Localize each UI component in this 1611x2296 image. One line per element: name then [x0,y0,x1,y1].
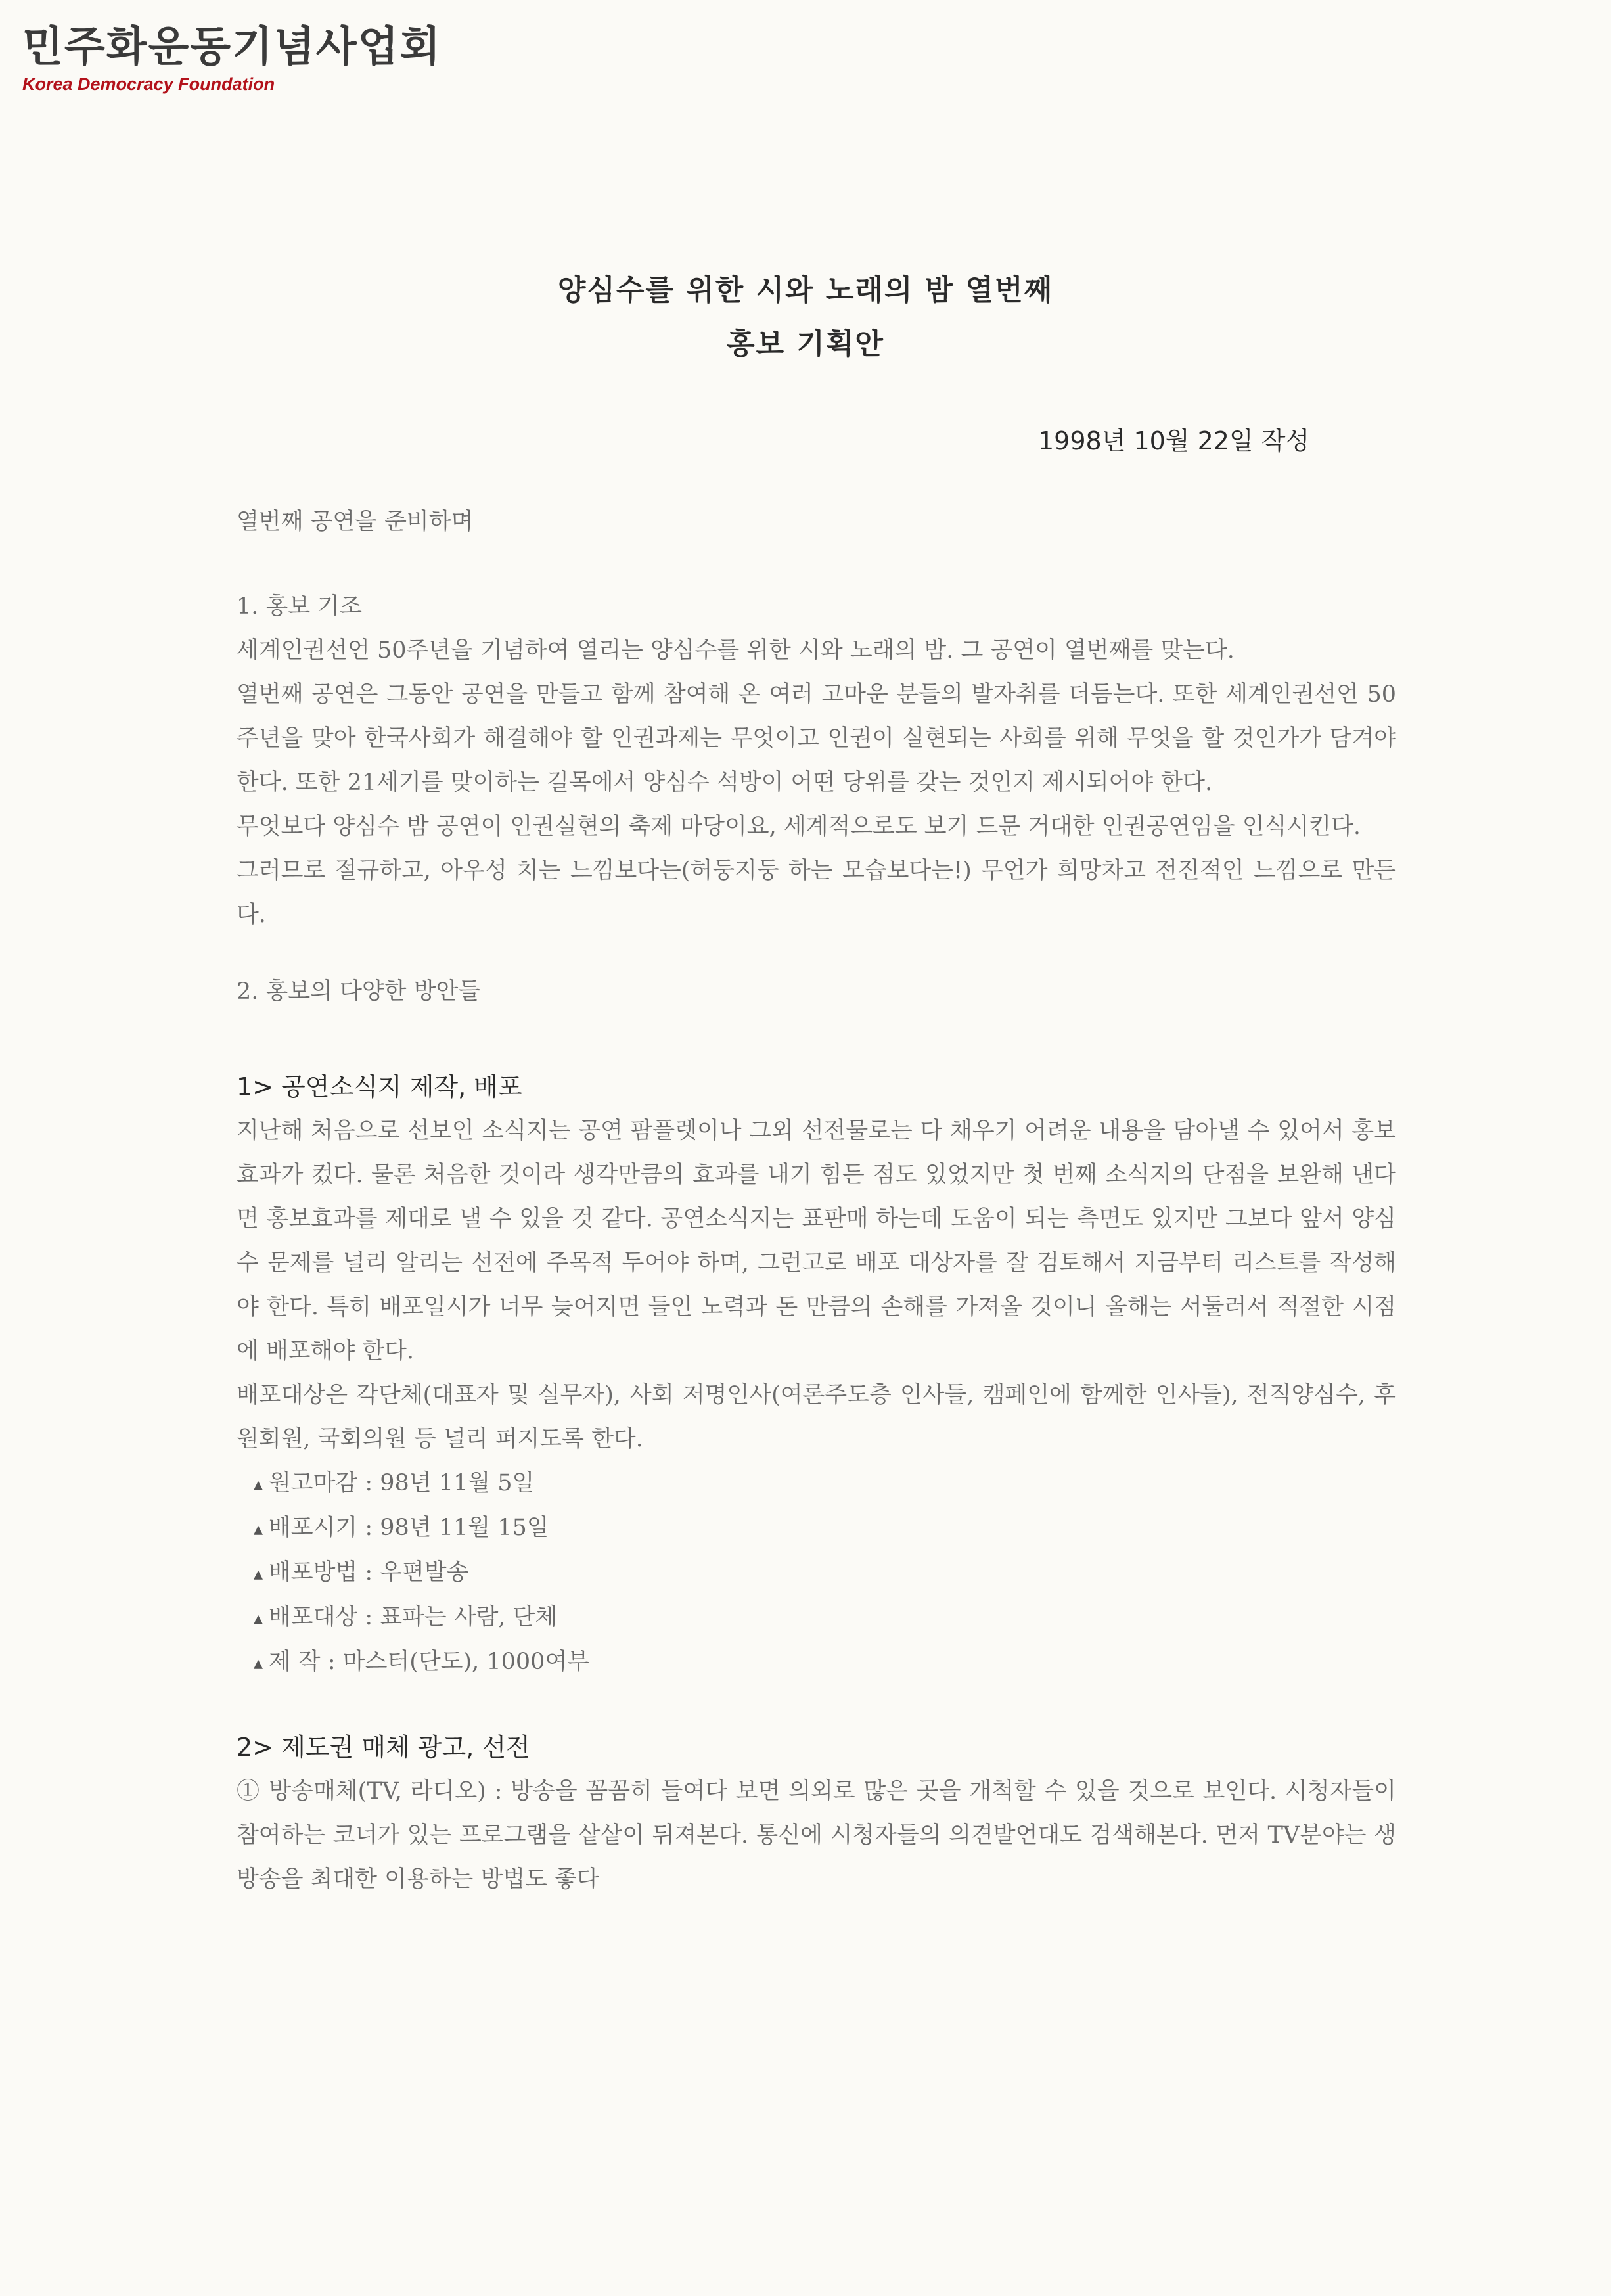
intro-heading: 열번째 공연을 준비하며 [237,509,474,535]
schedule-list [237,1461,1396,1685]
foundation-logo [22,24,442,95]
logo-english-text: Korea Democracy Foundation [22,74,275,94]
list-item: ▴ 원고마감 : 98년 11월 5일 [254,1461,1396,1506]
list-item: ▴ 배포방법 : 우편발송 [254,1551,1396,1596]
section-1-paragraph: 그러므로 절규하고, 아우성 치는 느낌보다는(허둥지둥 하는 모습보다는!) 무언가 희망차고 전진적인 느낌으로 만든다. [237,858,1396,928]
document-title: 양심수를 위한 시와 노래의 밤 열번째 [557,273,1054,307]
list-item: ▴ 제 작 : 마스터(단도), 1000여부 [254,1640,1396,1685]
document-body [237,500,1396,1902]
subsection-2-paragraph: ① 방송매체(TV, 라디오) : 방송을 꼼꼼히 들여다 보면 의외로 많은 곳을 개척할 수 있을 것으로 보인다. 시청자들이 참여하는 코너가 있는 프로그램을 샅샅이 뒤져본다. 통신에 시청자들의 의견발언대도 검색해본다. 먼저 TV분야는 생방송을 최대한 이용하는 방법도 좋다 [237,1778,1396,1893]
subsection-1-heading: 1> 공연소식지 제작, 배포 [237,1072,522,1101]
section-1-paragraph: 열번째 공연은 그동안 공연을 만들고 함께 참여해 온 여러 고마운 분들의 발자취를 더듬는다. 또한 세계인권선언 50주년을 맞아 한국사회가 해결해야 할 인권과제는 무엇이고 인권이 실현되는 사회를 위해 무엇을 할 것인가가 담겨야 한다. 또한 21세기를 맞이하는 길목에서 양심수 석방이 어떤 당위를 갖는 것인지 제시되어야 한다. [237,681,1396,796]
section-1-heading: 1. 홍보 기조 [237,593,362,620]
subsection-1-paragraph: 배포대상은 각단체(대표자 및 실무자), 사회 저명인사(여론주도층 인사들, 캠페인에 함께한 인사들), 전직양심수, 후원회원, 국회의원 등 널리 퍼지도록 한다. [237,1382,1396,1452]
list-item: ▴ 배포대상 : 표파는 사람, 단체 [254,1596,1396,1640]
document-date: 1998년 10월 22일 작성 [1038,426,1310,455]
section-1-paragraph: 무엇보다 양심수 밤 공연이 인권실현의 축제 마당이요, 세계적으로도 보기 드문 거대한 인권공연임을 인식시킨다. [237,814,1361,840]
list-item: ▴ 배포시기 : 98년 11월 15일 [254,1506,1396,1551]
logo-korean-text: 민주화운동기념사업회 [22,23,442,72]
section-1-paragraph: 세계인권선언 50주년을 기념하여 열리는 양심수를 위한 시와 노래의 밤. 그 공연이 열번째를 맞는다. [237,637,1235,664]
subsection-2-heading: 2> 제도권 매체 광고, 선전 [237,1733,530,1762]
section-2-heading: 2. 홍보의 다양한 방안들 [237,978,481,1005]
document-subtitle: 홍보 기획안 [727,327,884,361]
subsection-1-paragraph: 지난해 처음으로 선보인 소식지는 공연 팜플렛이나 그외 선전물로는 다 채우기 어려운 내용을 담아낼 수 있어서 홍보효과가 컸다. 물론 처음한 것이라 생각만큼의 효과를 내기 힘든 점도 있었지만 첫 번째 소식지의 단점을 보완해 낸다면 홍보효과를 제대로 낼 수 있을 것 같다. 공연소식지는 표판매 하는데 도움이 되는 측면도 있지만 그보다 앞서 양심수 문제를 널리 알리는 선전에 주목적 두어야 하며, 그런고로 배포 대상자를 잘 검토해서 지금부터 리스트를 작성해야 한다. 특히 배포일시가 너무 늦어지면 들인 노력과 돈 만큼의 손해를 가져올 것이니 올해는 서둘러서 적절한 시점에 배포해야 한다. [237,1118,1396,1364]
